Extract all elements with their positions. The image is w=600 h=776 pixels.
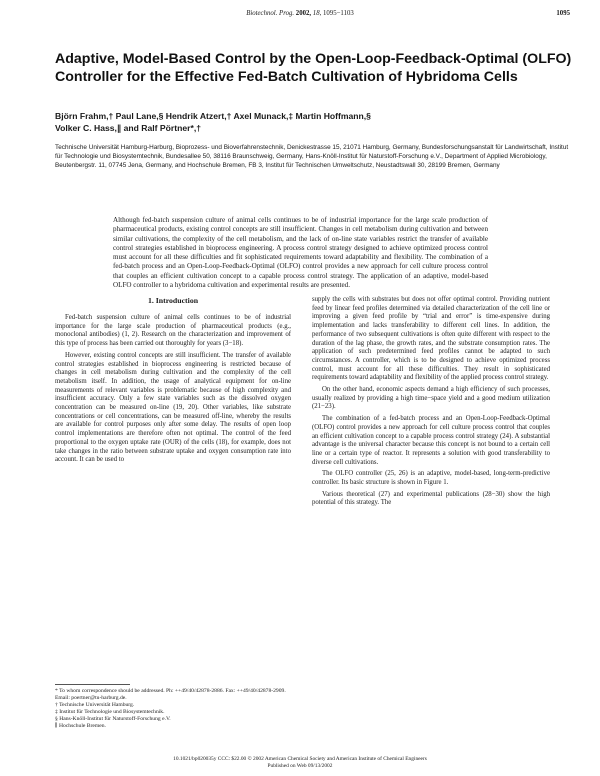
footnote-correspondence: * To whom correspondence should be addressed. Ph: ++49/40/42878-2886. Fax: ++49/40/42878-2909. Email: poertner@tu-harburg.de. [55,688,286,702]
body-paragraph: Various theoretical (27) and experimental publications (28−30) show the high potential of this strategy. The [312,490,550,507]
body-paragraph: Fed-batch suspension culture of animal cells continues to be of industrial importance for the large scale production of pharmaceutical products (e.g., monoclonal antibodies) (1, 2). Research on the characterization and improvement of this type of process has been carried out thoroughly for years (3−18). [55,314,291,348]
running-header [0,10,600,22]
journal-name: Biotechnol. Prog. [246,10,295,17]
section-heading: 1. Introduction [147,296,199,305]
article-title: Adaptive, Model-Based Control by the Open-Loop-Feedback-Optimal (OLFO) Controller for the Effective Fed-Batch Cultivation of Hybridoma Cells [55,51,572,85]
right-column [312,296,550,511]
affiliations: Technische Universität Hamburg-Harburg, Bioprozess- und Bioverfahrenstechnik, Denickestrasse 15, 21071 Hamburg, Germany, Bundesforschungsanstalt für Landwirtschaft, Institut für Technologie und Biosystemtechnik, Bundesallee 50, 38116 Braunschweig, Germany, Hans-Knöll-Institut für Naturstoff-Forschung e.V., Department of Applied Microbiology, Beutenbergstr. 11, 07745 Jena, Germany, and Hochschule Bremen, FB 3, Institut für Technischen Umweltschutz, Neustadtswall 30, 28199 Bremen, Germany [55,144,569,169]
body-paragraph: supply the cells with substrates but does not offer optimal control. Providing nutrient feed by linear feed profiles determined via detailed characterization of the cell line or improving a given feed profile by “trial and error” is time-expensive during implementation and lacks transferability to different cell lines. In addition, the performance of two subsequent cultivations is often quite different with respect to the duration of the lag phase, the growth rates, and the substrate consumption rates. The application of such predetermined feed profiles cannot be adapted to such circumstances. A controller, which is to be designed to achieve optimized process control, must account for all these difficulties. They result in sophisticated requirements toward adaptability and flexibility of the applied process control strategy. [312,296,550,382]
footnote-affiliation: ∥ Hochschule Bremen. [55,723,106,730]
journal-citation [0,10,600,17]
left-column [55,296,291,468]
journal-year: 2002, [295,10,312,17]
authors-line-1: Björn Frahm,† Paul Lane,§ Hendrik Atzert,† Axel Munack,‡ Martin Hoffmann,§ [55,111,371,121]
author-list [55,111,575,134]
journal-pages: 1095−1103 [323,10,354,17]
publication-info [0,756,600,770]
footnote-affiliation: ‡ Institut für Technologie und Biosystemtechnik. [55,709,165,716]
journal-volume: 18, [312,10,322,17]
footnotes [55,684,291,731]
authors-line-2: Volker C. Hass,∥ and Ralf Pörtner*,† [55,122,201,133]
body-paragraph: The OLFO controller (25, 26) is an adaptive, model-based, long-term-predictive controller. Its basic structure is shown in Figure 1. [312,470,550,487]
footnote-divider [55,684,130,685]
footnote-affiliation: † Technische Universität Hamburg. [55,702,135,709]
body-paragraph: However, existing control concepts are still insufficient. The transfer of available control strategies established in bioprocess engineering is restricted because of changes in cell metabolism during cultivation and the complexity of the cell metabolism itself. In addition, the usage of analytical equipment for on-line measurements of relevant variables is problematic because of high complexity and insufficient accuracy. Only a few state variables such as the dissolved oxygen concentration can be measured on-line (19, 20). Other variables, like substrate concentrations or cell concentrations, can be measured off-line, whereby the results are available for control purposes only after some delay. The results of open loop control implementations are therefore often not optimal. The control of the feed proportional to the oxygen uptake rate (OUR) of the cells (18), for example, does not take changes in the ratio between substrate uptake and oxygen consumption rate into account. It can be used to [55,351,291,464]
abstract: Although fed-batch suspension culture of animal cells continues to be of industrial importance for the large scale production of pharmaceutical products, existing control concepts are still insufficient. Changes in cell metabolism during cultivation and between similar cultivations, the complexity of the cell metabolism, and the lack of on-line state variables restrict the transfer of available control strategies established in bioprocess engineering. A process control strategy designed to achieve optimized process control must account for all these difficulties and fit sophisticated requirements toward adaptability and flexibility. The combination of a fed-batch process and an Open-Loop-Feedback-Optimal (OLFO) control provides a new approach for cell culture process control that couples an efficient cultivation concept to a capable process control strategy. The application of an adaptive, model-based OLFO controller to a hybridoma cultivation and experimental results are presented. [113,216,488,289]
footnote-affiliation: § Hans-Knöll-Institut für Naturstoff-Forschung e.V. [55,716,171,723]
page-number: 1095 [556,10,570,17]
doi-copyright: 10.1021/bp020035y CCC: $22.00 © 2002 American Chemical Society and American Institute of Chemical Engineers [173,756,427,762]
published-date: Published on Web 09/13/2002 [267,762,333,769]
body-paragraph: The combination of a fed-batch process and an Open-Loop-Feedback-Optimal (OLFO) control provides a new approach for cell culture process control that couples an efficient cultivation concept to a capable process control strategy (24). A substantial advantage is the universal character because this concept is not bound to a certain cell line or a certain type of reactor. It represents a solution with good transferability to diverse cell cultivations. [312,415,550,466]
body-paragraph: On the other hand, economic aspects demand a high efficiency of such processes, usually realized by providing a high time−space yield and a good medium utilization (21−23). [312,386,550,411]
